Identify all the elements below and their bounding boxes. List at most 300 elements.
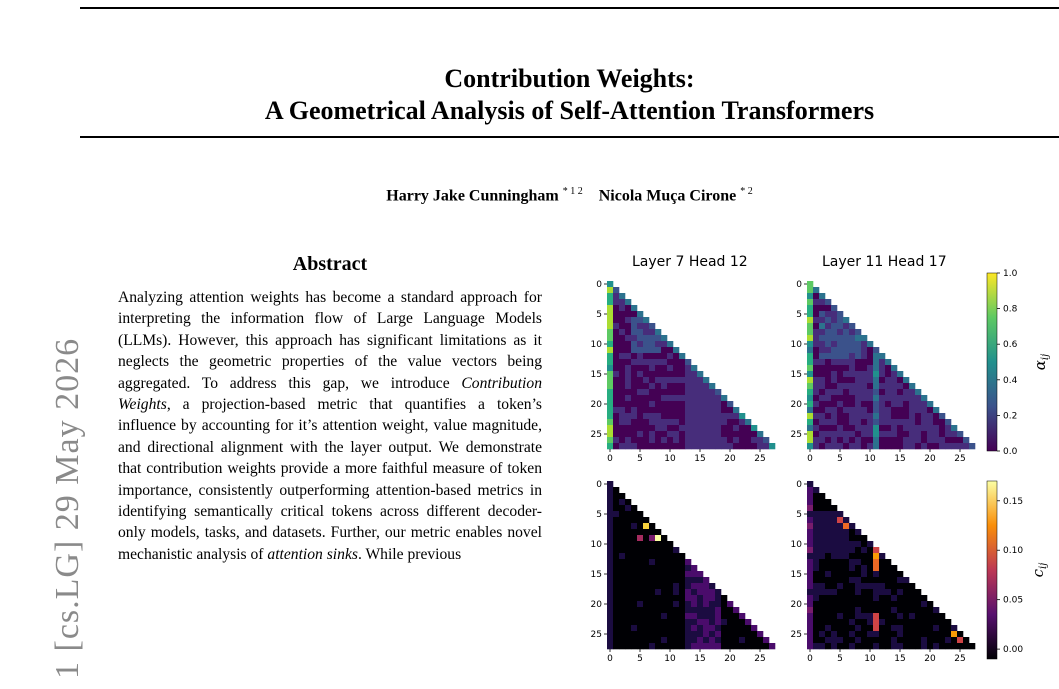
heatmap-cell xyxy=(613,425,619,431)
heatmap-cell xyxy=(807,359,813,365)
heatmap-cell xyxy=(655,565,661,571)
heatmap-cell xyxy=(655,637,661,643)
heatmap-cell xyxy=(933,437,939,443)
heatmap-cell xyxy=(649,329,655,335)
heatmap-cell xyxy=(709,643,715,649)
heatmap-cell xyxy=(819,511,825,517)
heatmap-cell xyxy=(909,395,915,401)
heatmap-cell xyxy=(613,401,619,407)
heatmap-cell xyxy=(637,601,643,607)
heatmap-cell xyxy=(849,425,855,431)
heatmap-cell xyxy=(843,401,849,407)
heatmap-cell xyxy=(807,341,813,347)
heatmap-cell xyxy=(891,383,897,389)
heatmap-cell xyxy=(673,637,679,643)
heatmap-cell xyxy=(927,407,933,413)
heatmap-cell xyxy=(685,413,691,419)
heatmap-cell xyxy=(819,341,825,347)
heatmap-cell xyxy=(855,541,861,547)
heatmap-cell xyxy=(613,595,619,601)
heatmap-cell xyxy=(637,565,643,571)
heatmap-cell xyxy=(885,619,891,625)
heatmap-cell xyxy=(807,493,813,499)
heatmap-cell xyxy=(885,643,891,649)
heatmap-cell xyxy=(891,419,897,425)
heatmap-cell xyxy=(915,601,921,607)
heatmap-cell xyxy=(613,613,619,619)
heatmap-cell xyxy=(825,613,831,619)
tick-label: 20 xyxy=(924,454,936,464)
heatmap-cell xyxy=(703,625,709,631)
heatmap-cell xyxy=(873,407,879,413)
heatmap-cell xyxy=(673,571,679,577)
tick-label: 0 xyxy=(807,654,813,664)
heatmap-cell xyxy=(739,437,745,443)
heatmap-cell xyxy=(891,595,897,601)
heatmap-cell xyxy=(855,365,861,371)
heatmap-cell xyxy=(733,407,739,413)
heatmap-cell xyxy=(697,631,703,637)
heatmap-cell xyxy=(631,523,637,529)
heatmap-cell xyxy=(715,613,721,619)
heatmap-cell xyxy=(855,547,861,553)
heatmap-cell xyxy=(837,335,843,341)
heatmap-cell xyxy=(807,407,813,413)
heatmap-cell xyxy=(691,431,697,437)
tick-label: 0 xyxy=(607,654,613,664)
heatmap-cell xyxy=(613,347,619,353)
heatmap-cell xyxy=(631,595,637,601)
heatmap-cell xyxy=(897,601,903,607)
heatmap-cell xyxy=(813,529,819,535)
heatmap-cell xyxy=(861,595,867,601)
heatmap-cell xyxy=(607,541,613,547)
heatmap-cell xyxy=(855,413,861,419)
heatmap-cell xyxy=(685,365,691,371)
heatmap-cell xyxy=(831,559,837,565)
heatmap-cell xyxy=(679,419,685,425)
heatmap-cell xyxy=(631,305,637,311)
heatmap-cell xyxy=(649,335,655,341)
heatmap-cell xyxy=(825,643,831,649)
heatmap-cell xyxy=(673,559,679,565)
heatmap-cell xyxy=(607,505,613,511)
heatmap-cell xyxy=(631,437,637,443)
heatmap-cell xyxy=(661,443,667,449)
heatmap-cell xyxy=(933,431,939,437)
heatmap-cell xyxy=(607,499,613,505)
heatmap-cell xyxy=(661,419,667,425)
heatmap-cell xyxy=(867,347,873,353)
heatmap-cell xyxy=(697,607,703,613)
heatmap-cell xyxy=(679,601,685,607)
tick-label: 10 xyxy=(864,454,876,464)
heatmap-cell xyxy=(625,571,631,577)
heatmap-cell xyxy=(885,395,891,401)
heatmap-cell xyxy=(607,377,613,383)
heatmap-cell xyxy=(957,643,963,649)
heatmap-cell xyxy=(625,637,631,643)
heatmap-cell xyxy=(831,631,837,637)
heatmap-cell xyxy=(843,637,849,643)
heatmap-cell xyxy=(849,383,855,389)
tick-label: 15 xyxy=(790,370,802,380)
heatmap-cell xyxy=(637,431,643,437)
heatmap-cell xyxy=(903,613,909,619)
heatmap-cell xyxy=(885,383,891,389)
title-bottom-rule xyxy=(80,136,1059,138)
heatmap-cell xyxy=(643,631,649,637)
heatmap-cell xyxy=(619,419,625,425)
heatmap-cell xyxy=(613,443,619,449)
heatmap-cell xyxy=(837,631,843,637)
heatmap-cell xyxy=(607,311,613,317)
heatmap-cell xyxy=(855,643,861,649)
heatmap-cell xyxy=(813,383,819,389)
heatmap-cell xyxy=(721,431,727,437)
heatmap-cell xyxy=(825,389,831,395)
heatmap-cell xyxy=(891,619,897,625)
heatmap-cell xyxy=(673,583,679,589)
heatmap-cell xyxy=(879,559,885,565)
heatmap-cell xyxy=(843,395,849,401)
heatmap-cell xyxy=(631,583,637,589)
heatmap-cell xyxy=(607,437,613,443)
heatmap-cell xyxy=(715,631,721,637)
heatmap-cell xyxy=(763,643,769,649)
heatmap-cell xyxy=(613,505,619,511)
heatmap-cell xyxy=(855,419,861,425)
heatmap-cell xyxy=(909,595,915,601)
tick-label: 10 xyxy=(664,454,676,464)
heatmap-cell xyxy=(819,571,825,577)
heatmap-cell xyxy=(819,529,825,535)
heatmap-cell xyxy=(873,547,879,553)
heatmap-cell xyxy=(703,431,709,437)
heatmap-cell xyxy=(909,619,915,625)
heatmap-cell xyxy=(709,395,715,401)
heatmap-cell xyxy=(685,559,691,565)
heatmap-cell xyxy=(667,365,673,371)
colorbar-attention xyxy=(987,273,997,451)
heatmap-cell xyxy=(697,395,703,401)
heatmap-cell xyxy=(897,431,903,437)
heatmap-cell xyxy=(631,341,637,347)
heatmap-cell xyxy=(831,323,837,329)
heatmap-cell xyxy=(613,371,619,377)
heatmap-cell xyxy=(625,619,631,625)
heatmap-cell xyxy=(885,371,891,377)
heatmap-cell xyxy=(861,419,867,425)
heatmap-cell xyxy=(897,389,903,395)
heatmap-cell xyxy=(819,323,825,329)
heatmap-cell xyxy=(903,419,909,425)
heatmap-cell xyxy=(715,419,721,425)
heatmap-cell xyxy=(837,431,843,437)
heatmap-cell xyxy=(819,329,825,335)
heatmap-cell xyxy=(763,437,769,443)
heatmap-cell xyxy=(685,565,691,571)
heatmap-cell xyxy=(619,595,625,601)
tick-label: 5 xyxy=(596,310,602,320)
heatmap-cell xyxy=(867,613,873,619)
heatmap-cell xyxy=(831,437,837,443)
heatmap-cell xyxy=(709,419,715,425)
heatmap-cell xyxy=(649,389,655,395)
heatmap-cell xyxy=(843,517,849,523)
colorbar-contribution xyxy=(987,481,997,659)
heatmap-cell xyxy=(813,287,819,293)
heatmap-cell xyxy=(831,413,837,419)
heatmap-cell xyxy=(649,583,655,589)
heatmap-cell xyxy=(679,359,685,365)
heatmap-cell xyxy=(843,425,849,431)
heatmap-cell xyxy=(909,407,915,413)
heatmap-cell xyxy=(843,547,849,553)
heatmap-cell xyxy=(813,341,819,347)
heatmap-cell xyxy=(757,631,763,637)
heatmap-cell xyxy=(667,431,673,437)
heatmap-cell xyxy=(667,607,673,613)
heatmap-cell xyxy=(849,559,855,565)
heatmap-cell xyxy=(637,619,643,625)
heatmap-cell xyxy=(697,431,703,437)
heatmap-cell xyxy=(861,443,867,449)
heatmap-cell xyxy=(879,619,885,625)
heatmap-cell xyxy=(813,359,819,365)
heatmap-cell xyxy=(891,443,897,449)
heatmap-cell xyxy=(843,353,849,359)
heatmap-cell xyxy=(673,631,679,637)
heatmap-cell xyxy=(649,571,655,577)
heatmap-cell xyxy=(697,643,703,649)
heatmap-cell xyxy=(631,559,637,565)
heatmap-cell xyxy=(625,365,631,371)
heatmap-cell xyxy=(879,359,885,365)
heatmap-cell xyxy=(897,637,903,643)
heatmap-cell xyxy=(807,293,813,299)
heatmap-cell xyxy=(691,571,697,577)
heatmap-cell xyxy=(861,547,867,553)
heatmap-cell xyxy=(813,437,819,443)
heatmap-cell xyxy=(679,401,685,407)
heatmap-cell xyxy=(915,431,921,437)
heatmap-cell xyxy=(861,371,867,377)
heatmap-cell xyxy=(733,625,739,631)
heatmap-cell xyxy=(763,637,769,643)
heatmap-cell xyxy=(861,437,867,443)
heatmap-cell xyxy=(831,389,837,395)
heatmap-cell xyxy=(843,529,849,535)
heatmap-cell xyxy=(843,323,849,329)
heatmap-cell xyxy=(969,443,975,449)
heatmap-cell xyxy=(915,625,921,631)
heatmap-cell xyxy=(631,335,637,341)
heatmap-cell xyxy=(625,311,631,317)
heatmap-cell xyxy=(837,523,843,529)
heatmap-cell xyxy=(843,317,849,323)
heatmap-cell xyxy=(837,511,843,517)
heatmap-cell xyxy=(915,413,921,419)
heatmap-cell xyxy=(697,619,703,625)
heatmap-cell xyxy=(849,395,855,401)
heatmap-cell xyxy=(631,371,637,377)
heatmap-cell xyxy=(649,401,655,407)
heatmap-cell xyxy=(963,637,969,643)
heatmap-cell xyxy=(813,505,819,511)
heatmap-cell xyxy=(619,619,625,625)
heatmap-cell xyxy=(825,547,831,553)
heatmap-cell xyxy=(807,577,813,583)
heatmap-cell xyxy=(885,589,891,595)
heatmap-cell xyxy=(813,565,819,571)
heatmap-cell xyxy=(685,437,691,443)
heatmap-cell xyxy=(679,353,685,359)
heatmap-cell xyxy=(903,413,909,419)
heatmap-cell xyxy=(813,311,819,317)
heatmap-cell xyxy=(867,341,873,347)
heatmap-cell xyxy=(727,443,733,449)
heatmap-cell xyxy=(613,437,619,443)
heatmap-cell xyxy=(945,419,951,425)
heatmap-cell xyxy=(655,443,661,449)
heatmap-cell xyxy=(649,419,655,425)
tick-label: 15 xyxy=(694,454,706,464)
heatmap-cell xyxy=(891,407,897,413)
heatmap-cell xyxy=(825,341,831,347)
heatmap-cell xyxy=(613,329,619,335)
heatmap-cell xyxy=(631,419,637,425)
heatmap-cell xyxy=(921,443,927,449)
heatmap-cell xyxy=(813,443,819,449)
heatmap-cell xyxy=(619,425,625,431)
heatmap-cell xyxy=(655,559,661,565)
heatmap-cell xyxy=(855,589,861,595)
heatmap-cell xyxy=(679,631,685,637)
heatmap-cell xyxy=(807,365,813,371)
heatmap-cell xyxy=(739,631,745,637)
heatmap-cell xyxy=(637,637,643,643)
heatmap-cell xyxy=(879,565,885,571)
tick-label: 20 xyxy=(924,654,936,664)
heatmap-cell xyxy=(885,365,891,371)
heatmap-cell xyxy=(613,607,619,613)
heatmap-cell xyxy=(625,317,631,323)
heatmap-cell xyxy=(837,323,843,329)
heatmap-cell xyxy=(945,443,951,449)
heatmap-cell xyxy=(837,389,843,395)
heatmap-cell xyxy=(831,419,837,425)
heatmap-cell xyxy=(897,583,903,589)
heatmap-cell xyxy=(837,547,843,553)
heatmap-cell xyxy=(715,401,721,407)
heatmap-cell xyxy=(945,425,951,431)
heatmap-cell xyxy=(813,643,819,649)
heatmap-cell xyxy=(631,425,637,431)
heatmap-cell xyxy=(607,637,613,643)
heatmap-cell xyxy=(831,613,837,619)
heatmap-cell xyxy=(613,493,619,499)
heatmap-cell xyxy=(637,335,643,341)
heatmap-cell xyxy=(843,559,849,565)
heatmap-cell xyxy=(733,425,739,431)
heatmap-cell xyxy=(879,377,885,383)
heatmap-cell xyxy=(837,365,843,371)
heatmap-cell xyxy=(655,413,661,419)
heatmap-cell xyxy=(951,443,957,449)
heatmap-cell xyxy=(745,431,751,437)
heatmap-cell xyxy=(721,613,727,619)
heatmap-cell xyxy=(855,619,861,625)
heatmap-cell xyxy=(873,619,879,625)
heatmap-cell xyxy=(903,443,909,449)
heatmap-cell xyxy=(733,443,739,449)
colorbar-tick-label: 0.15 xyxy=(1003,496,1024,507)
heatmap-cell xyxy=(649,613,655,619)
heatmap-cell xyxy=(679,583,685,589)
heatmap-cell xyxy=(867,419,873,425)
heatmap-cell xyxy=(607,583,613,589)
heatmap-cell xyxy=(625,625,631,631)
heatmap-cell xyxy=(613,419,619,425)
heatmap-cell xyxy=(727,413,733,419)
heatmap-cell xyxy=(685,371,691,377)
heatmap-cell xyxy=(625,413,631,419)
heatmap-cell xyxy=(607,523,613,529)
heatmap-cell xyxy=(745,425,751,431)
heatmap-cell xyxy=(649,631,655,637)
heatmap-cell xyxy=(861,589,867,595)
heatmap-cell xyxy=(655,625,661,631)
heatmap-cell xyxy=(607,565,613,571)
heatmap-cell xyxy=(873,419,879,425)
heatmap-cell xyxy=(739,643,745,649)
heatmap-cell xyxy=(831,535,837,541)
heatmap-cell xyxy=(607,323,613,329)
heatmap-cell xyxy=(951,625,957,631)
heatmap-cell xyxy=(631,547,637,553)
heatmap-cell xyxy=(813,517,819,523)
heatmap-cell xyxy=(861,571,867,577)
heatmap-cell xyxy=(685,625,691,631)
heatmap-cell xyxy=(897,371,903,377)
heatmap-cell xyxy=(807,613,813,619)
heatmap-cell xyxy=(673,395,679,401)
heatmap-cell xyxy=(951,643,957,649)
heatmap-cell xyxy=(685,571,691,577)
heatmap-cell xyxy=(667,353,673,359)
heatmap-cell xyxy=(607,553,613,559)
heatmap-cell xyxy=(939,443,945,449)
heatmap-cell xyxy=(673,577,679,583)
heatmap-cell xyxy=(867,395,873,401)
abstract-text-3: . While previous xyxy=(357,545,462,563)
heatmap-cell xyxy=(625,443,631,449)
heatmap-cell xyxy=(613,365,619,371)
heatmap-cell xyxy=(691,565,697,571)
heatmap-cell xyxy=(721,407,727,413)
heatmap-cell xyxy=(855,535,861,541)
heatmap-cell xyxy=(825,553,831,559)
heatmap-cell xyxy=(951,437,957,443)
heatmap-cell xyxy=(727,437,733,443)
heatmap-cell xyxy=(619,401,625,407)
heatmap-cell xyxy=(715,607,721,613)
heatmap-cell xyxy=(625,347,631,353)
heatmap-cell xyxy=(867,383,873,389)
heatmap-cell xyxy=(655,347,661,353)
heatmap-cell xyxy=(691,413,697,419)
